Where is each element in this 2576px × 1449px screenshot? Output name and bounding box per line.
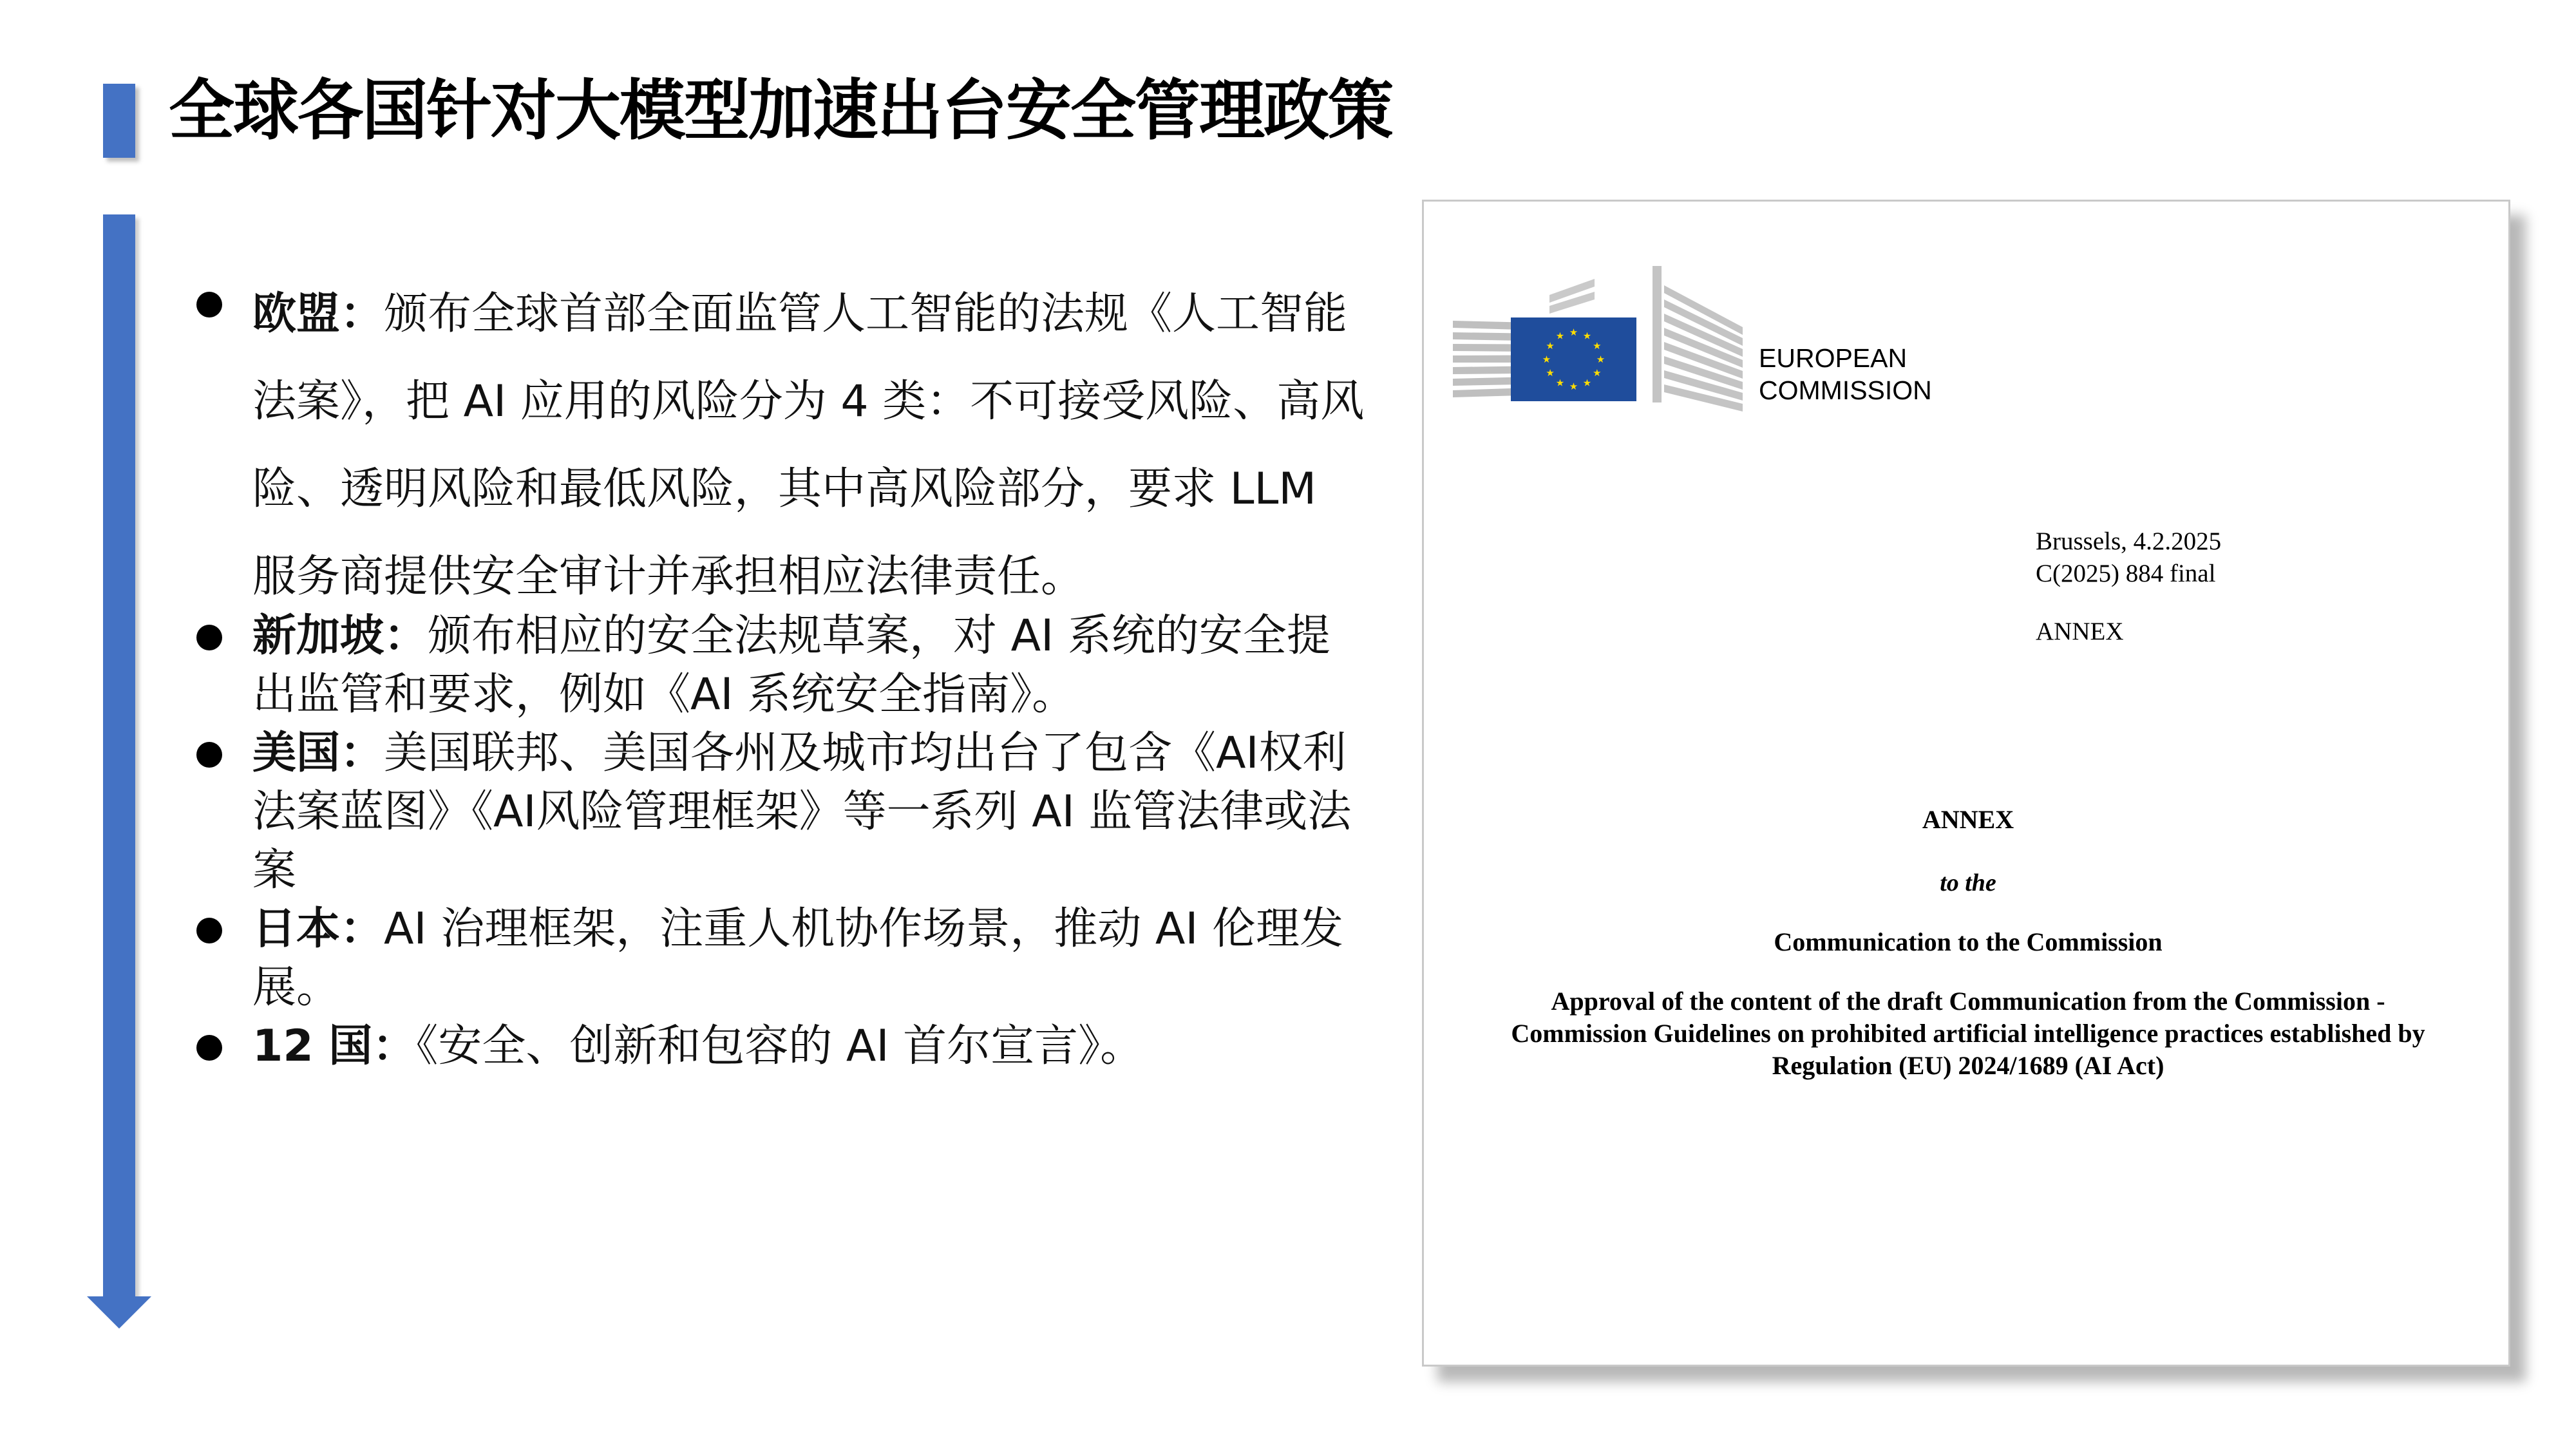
approval-line: Regulation (EU) 2024/1689 (AI Act) <box>1772 1051 2164 1080</box>
title-accent-bar <box>103 84 135 158</box>
approval-line: Approval of the content of the draft Communication from the Commission - <box>1551 987 2385 1016</box>
policy-label: 新加坡： <box>252 611 428 661</box>
timeline-arrow-head <box>87 1296 151 1329</box>
eu-star-icon: ★ <box>1596 354 1605 365</box>
eu-star-icon: ★ <box>1569 381 1578 392</box>
policy-text: 《安全、创新和包容的 AI 首尔宣言》。 <box>416 1021 1144 1072</box>
timeline-arrow <box>87 214 151 1329</box>
organization-name-line2: COMMISSION <box>1759 375 1932 405</box>
policy-label: 日本： <box>252 904 384 954</box>
eu-star-icon: ★ <box>1569 327 1578 338</box>
policy-label: 12 国： <box>252 1021 417 1072</box>
eu-star-icon: ★ <box>1582 330 1592 342</box>
annex-label: ANNEX <box>2036 618 2124 645</box>
document-image <box>1422 200 2510 1367</box>
eu-star-icon: ★ <box>1593 367 1602 379</box>
to-the-line: to the <box>1940 869 1996 896</box>
eu-star-icon: ★ <box>1542 354 1551 365</box>
approval-line: Commission Guidelines on prohibited artificial intelligence practices established by <box>1511 1019 2425 1048</box>
policy-label: 美国： <box>252 728 384 779</box>
annex-title: ANNEX <box>1922 805 2014 834</box>
organization-name-line1: EUROPEAN <box>1759 343 1908 373</box>
communication-title: Communication to the Commission <box>1774 927 2163 956</box>
document-meta <box>2036 526 2221 648</box>
approval-text <box>1463 985 2474 1082</box>
policy-text: 颁布全球首部全面监管人工智能的法规《人工智能法案》，把 AI 应用的风险分为 4 类：不可接受风险、高风险、透明风险和最低风险，其中高风险部分，要求 LLM 服务商提供安全审计并承担相应法律责任。 <box>252 289 1365 602</box>
eu-star-icon: ★ <box>1593 340 1602 352</box>
european-commission-logo <box>1453 260 1640 414</box>
eu-star-icon: ★ <box>1546 340 1555 352</box>
document-body <box>1463 804 2474 1082</box>
logo-stripes-right <box>1653 260 1749 414</box>
policy-item-japan <box>193 900 1365 1017</box>
policy-item-usa <box>193 724 1365 900</box>
eu-star-icon: ★ <box>1582 377 1592 389</box>
eu-star-icon: ★ <box>1555 330 1565 342</box>
policy-list <box>193 270 1365 1075</box>
policy-item-singapore <box>193 607 1365 724</box>
timeline-arrow-shaft <box>103 214 135 1296</box>
policy-item-eu <box>193 270 1365 621</box>
document-reference: C(2025) 884 final <box>2036 560 2216 587</box>
eu-star-icon: ★ <box>1555 377 1565 389</box>
page-title: 全球各国针对大模型加速出台安全管理政策 <box>169 73 1392 149</box>
eu-star-icon: ★ <box>1546 367 1555 379</box>
place-date: Brussels, 4.2.2025 <box>2036 527 2222 555</box>
policy-text: 美国联邦、美国各州及城市均出台了包含《AI权利法案蓝图》《AI风险管理框架》等一系列 AI 监管法律或法案 <box>252 728 1352 896</box>
policy-label: 欧盟： <box>252 289 384 339</box>
policy-text: AI 治理框架，注重人机协作场景，推动 AI 伦理发展。 <box>252 904 1344 1013</box>
policy-text: 颁布相应的安全法规草案，对 AI 系统的安全提出监管和要求，例如《AI 系统安全指南》。 <box>252 611 1331 720</box>
policy-item-12-countries <box>193 1017 1365 1075</box>
organization-name <box>1759 342 1932 406</box>
